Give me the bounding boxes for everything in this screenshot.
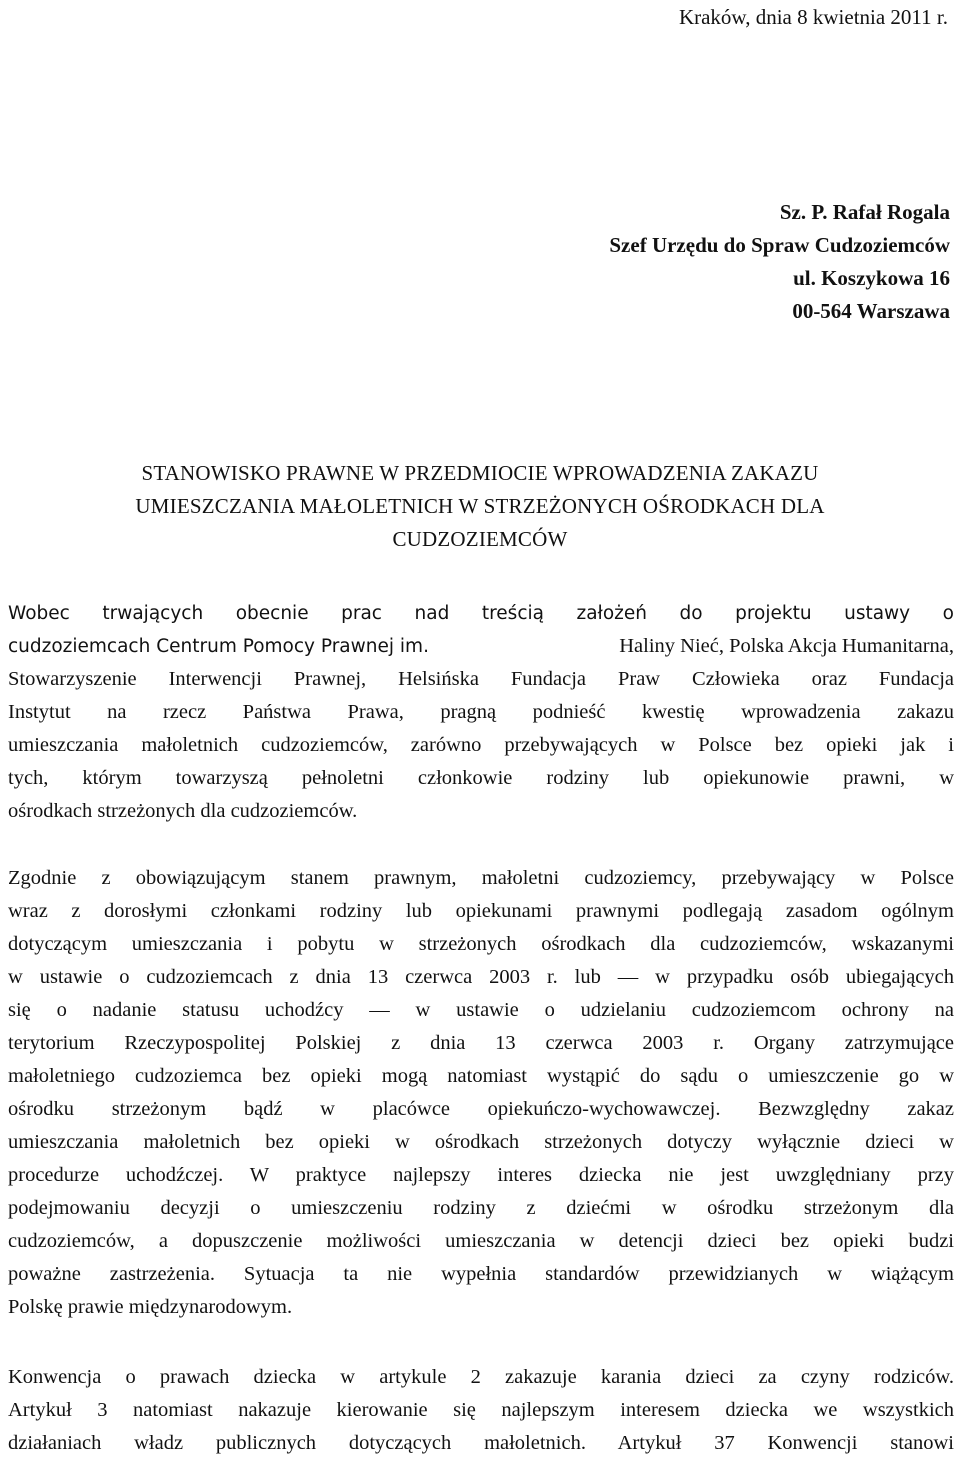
paragraph-line: Zgodnie z obowiązującym stanem prawnym, małoletni cudzoziemcy, przebywający w Polsce <box>8 867 954 889</box>
paragraph-line: cudzoziemców, a dopuszczenie możliwości umieszczania w detencji dzieci bez opieki budzi <box>8 1230 954 1252</box>
title-line: CUDZOZIEMCÓW <box>392 527 568 551</box>
paragraph-line-part: cudzoziemcach Centrum Pomocy Prawnej im. <box>8 636 429 657</box>
title-line: STANOWISKO PRAWNE W PRZEDMIOCIE WPROWADZENIA ZAKAZU <box>141 461 819 485</box>
paragraph-line: podejmowaniu decyzji o umieszczeniu rodziny z dziećmi w ośrodku strzeżonym dla <box>8 1197 954 1219</box>
title-line: UMIESZCZANIA MAŁOLETNICH W STRZEŻONYCH OŚRODKACH DLA <box>135 494 825 518</box>
paragraph-line-part: Haliny Nieć, Polska Akcja Humanitarna, <box>619 635 954 657</box>
paragraph-line: procedurze uchodźczej. W praktyce najlepszy interes dziecka nie jest uwzględniany przy <box>8 1164 954 1186</box>
paragraph-line: poważne zastrzeżenia. Sytuacja ta nie wypełnia standardów przewidzianych w wiążącym <box>8 1263 954 1285</box>
paragraph-line: Konwencja o prawach dziecka w artykule 2 zakazuje karania dzieci za czyny rodziców. <box>8 1366 954 1388</box>
addressee-city: 00-564 Warszawa <box>792 299 950 323</box>
paragraph-line: Instytut na rzecz Państwa Prawa, pragną podnieść kwestię wprowadzenia zakazu <box>8 701 954 723</box>
paragraph-legal-status <box>8 862 954 1324</box>
addressee-position: Szef Urzędu do Spraw Cudzoziemców <box>609 233 950 257</box>
paragraph-line-mixed <box>8 630 954 663</box>
addressee-street: ul. Koszykowa 16 <box>793 266 950 290</box>
paragraph-line: wraz z dorosłymi członkami rodziny lub opiekunami prawnymi podlegają zasadom ogólnym <box>8 900 954 922</box>
paragraph-line: Polskę prawie międzynarodowym. <box>8 1296 293 1318</box>
paragraph-line: w ustawie o cudzoziemcach z dnia 13 czerwca 2003 r. lub ― w przypadku osób ubiegających <box>8 966 954 988</box>
paragraph-line: ośrodku strzeżonym bądź w placówce opiekuńczo-wychowawczej. Bezwzględny zakaz <box>8 1098 954 1120</box>
letter-date: Kraków, dnia 8 kwietnia 2011 r. <box>678 5 948 29</box>
paragraph-line: terytorium Rzeczypospolitej Polskiej z dnia 13 czerwca 2003 r. Organy zatrzymujące <box>8 1032 954 1054</box>
paragraph-line: Stowarzyszenie Interwencji Prawnej, Helsińska Fundacja Praw Człowieka oraz Fundacja <box>8 668 954 690</box>
paragraph-line: ośrodkach strzeżonych dla cudzoziemców. <box>8 800 358 822</box>
paragraph-line: umieszczania małoletnich cudzoziemców, zarówno przebywających w Polsce bez opieki jak i <box>8 734 954 756</box>
paragraph-line: dotyczącym umieszczania i pobytu w strzeżonych ośrodkach dla cudzoziemców, wskazanymi <box>8 933 954 955</box>
addressee-block <box>609 196 950 328</box>
paragraph-line: umieszczania małoletnich bez opieki w ośrodkach strzeżonych dotyczy wyłącznie dzieci w <box>8 1131 954 1153</box>
paragraph-line: małoletniego cudzoziemca bez opieki mogą natomiast wystąpić do sądu o umieszczenie go w <box>8 1065 954 1087</box>
paragraph-intro <box>8 597 954 828</box>
document-title <box>0 457 960 556</box>
paragraph-line: działaniach władz publicznych dotyczących małoletnich. Artykuł 37 Konwencji stanowi <box>8 1432 954 1454</box>
paragraph-line: tych, którym towarzyszą pełnoletni członkowie rodziny lub opiekunowie prawni, w <box>8 767 954 789</box>
addressee-name: Sz. P. Rafał Rogala <box>779 200 950 224</box>
paragraph-line: Wobec trwających obecnie prac nad treścią założeń do projektu ustawy o <box>8 603 954 624</box>
paragraph-line: się o nadanie statusu uchodźcy ― w ustawie o udzielaniu cudzoziemcom ochrony na <box>8 999 954 1021</box>
paragraph-line: Artykuł 3 natomiast nakazuje kierowanie się najlepszym interesem dziecka we wszystkich <box>8 1399 954 1421</box>
paragraph-convention <box>8 1361 954 1460</box>
